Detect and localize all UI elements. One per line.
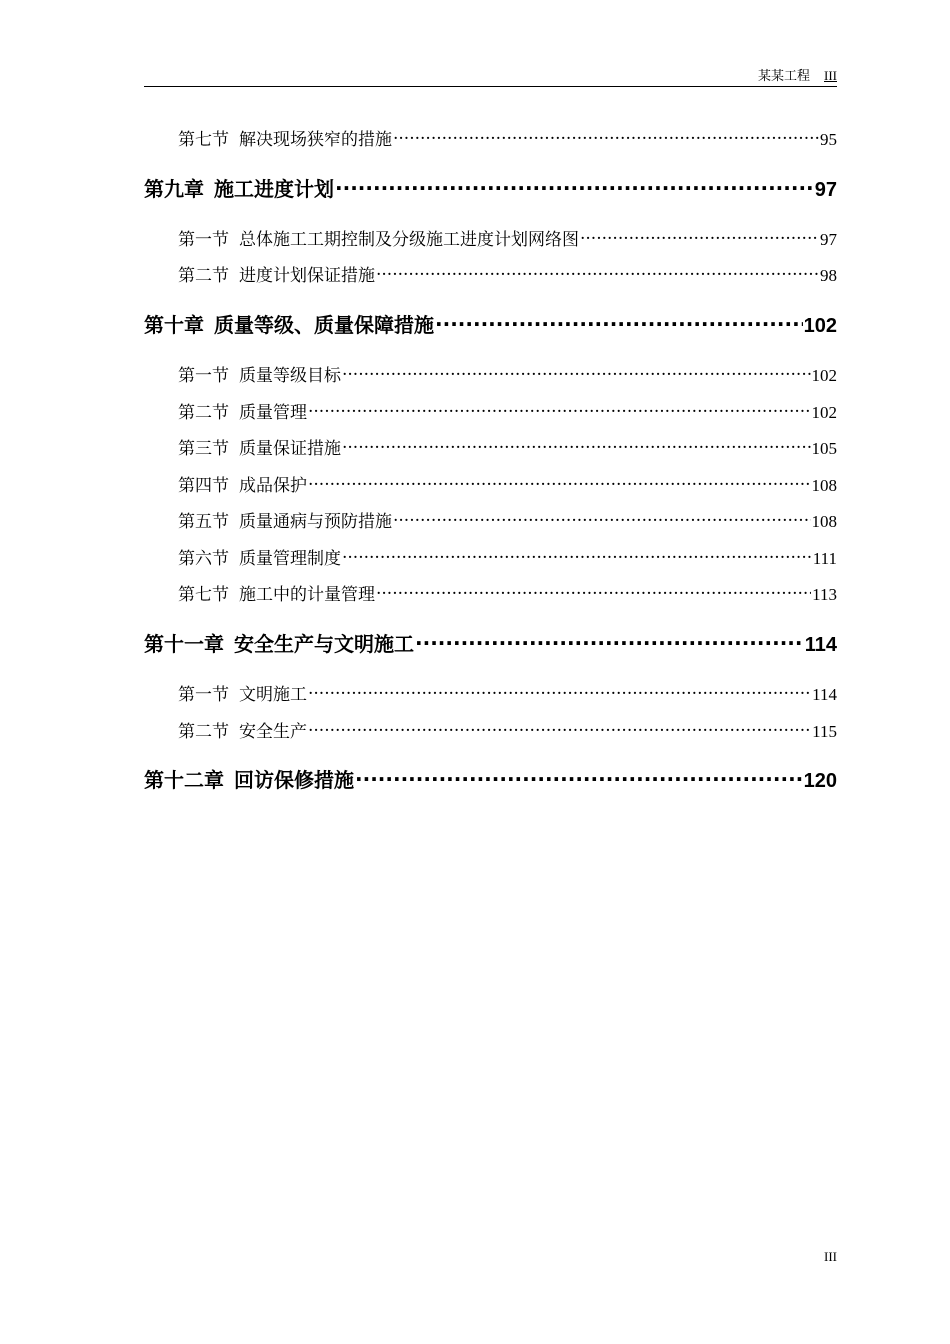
toc-entry-label: 第三节 bbox=[178, 439, 229, 459]
toc-entry-title: 安全生产与文明施工 bbox=[234, 632, 414, 656]
leader-dots bbox=[415, 631, 804, 651]
running-header bbox=[144, 68, 837, 85]
toc-entry-page: 114 bbox=[804, 634, 837, 656]
leader-dots bbox=[342, 437, 811, 454]
toc-section-entry[interactable] bbox=[178, 717, 837, 741]
toc-chapter-entry[interactable] bbox=[144, 173, 837, 201]
leader-dots bbox=[342, 547, 812, 564]
header-page-number: III bbox=[824, 68, 837, 83]
toc-entry-title: 质量管理制度 bbox=[239, 549, 341, 569]
toc-section-entry[interactable] bbox=[178, 225, 837, 249]
toc-section-entry[interactable] bbox=[178, 471, 837, 495]
toc-entry-label: 第二节 bbox=[178, 266, 229, 286]
toc-entry-page: 108 bbox=[811, 476, 837, 495]
toc-entry-title: 安全生产 bbox=[239, 722, 307, 742]
leader-dots bbox=[308, 720, 811, 737]
leader-dots bbox=[376, 583, 811, 600]
toc-entry-page: 102 bbox=[811, 403, 837, 422]
toc-entry-title: 质量管理 bbox=[239, 403, 307, 423]
toc-entry-page: 105 bbox=[811, 439, 837, 458]
leader-dots bbox=[355, 767, 803, 787]
toc-entry-title: 解决现场狭窄的措施 bbox=[239, 130, 392, 150]
toc-entry-page: 120 bbox=[803, 770, 837, 792]
toc-entry-title: 质量保证措施 bbox=[239, 439, 341, 459]
footer-page-number: III bbox=[824, 1249, 837, 1264]
toc-chapter-entry[interactable] bbox=[144, 628, 837, 656]
toc-entry-page: 113 bbox=[812, 585, 837, 604]
toc-section-entry[interactable] bbox=[178, 507, 837, 531]
toc-entry-page: 102 bbox=[811, 366, 837, 385]
toc-entry-page: 95 bbox=[820, 130, 837, 149]
toc-entry-label: 第九章 bbox=[144, 177, 204, 201]
toc-entry-label: 第四节 bbox=[178, 476, 229, 496]
toc-section-entry[interactable] bbox=[178, 544, 837, 568]
toc-entry-label: 第一节 bbox=[178, 685, 229, 705]
toc-entry-page: 102 bbox=[803, 315, 837, 337]
toc-entry-title: 成品保护 bbox=[239, 476, 307, 496]
toc-chapter-entry[interactable] bbox=[144, 309, 837, 337]
toc-entry-label: 第七节 bbox=[178, 130, 229, 150]
toc-entry-label: 第五节 bbox=[178, 512, 229, 532]
toc-chapter-entry[interactable] bbox=[144, 764, 837, 792]
toc-section-entry[interactable] bbox=[178, 398, 837, 422]
toc-entry-page: 108 bbox=[811, 512, 837, 531]
leader-dots bbox=[393, 510, 811, 527]
toc-section-entry[interactable] bbox=[178, 361, 837, 385]
toc-entry-label: 第一节 bbox=[178, 230, 229, 250]
toc-entry-page: 98 bbox=[820, 266, 837, 285]
header-rule bbox=[144, 86, 837, 87]
toc-entry-label: 第十一章 bbox=[144, 632, 224, 656]
leader-dots bbox=[308, 401, 811, 418]
toc-entry-title: 质量等级目标 bbox=[239, 366, 341, 386]
toc-entry-title: 质量通病与预防措施 bbox=[239, 512, 392, 532]
toc-entry-title: 施工进度计划 bbox=[214, 177, 334, 201]
toc-entry-title: 总体施工工期控制及分级施工进度计划网络图 bbox=[239, 230, 579, 250]
leader-dots bbox=[335, 176, 814, 196]
toc-entry-label: 第二节 bbox=[178, 722, 229, 742]
toc-section-entry[interactable] bbox=[178, 125, 837, 149]
toc-entry-page: 97 bbox=[814, 179, 837, 201]
toc-entry-label: 第二节 bbox=[178, 403, 229, 423]
toc-entry-label: 第十二章 bbox=[144, 768, 224, 792]
leader-dots bbox=[376, 264, 819, 281]
leader-dots bbox=[393, 128, 819, 145]
leader-dots bbox=[342, 364, 811, 381]
toc-entry-label: 第十章 bbox=[144, 313, 204, 337]
toc-entry-page: 115 bbox=[812, 722, 837, 741]
toc-entry-label: 第一节 bbox=[178, 366, 229, 386]
leader-dots bbox=[580, 228, 819, 245]
toc-entry-label: 第六节 bbox=[178, 549, 229, 569]
toc-section-entry[interactable] bbox=[178, 680, 837, 704]
toc-entry-title: 质量等级、质量保障措施 bbox=[214, 313, 434, 337]
toc-entry-title: 进度计划保证措施 bbox=[239, 266, 375, 286]
toc-section-entry[interactable] bbox=[178, 434, 837, 458]
leader-dots bbox=[308, 474, 811, 491]
header-title: 某某工程 bbox=[757, 69, 810, 84]
leader-dots bbox=[435, 312, 803, 332]
toc-entry-title: 施工中的计量管理 bbox=[239, 585, 375, 605]
toc-entry-page: 114 bbox=[812, 685, 837, 704]
toc-entry-title: 文明施工 bbox=[239, 685, 307, 705]
toc-entry-label: 第七节 bbox=[178, 585, 229, 605]
toc-entry-page: 97 bbox=[820, 230, 837, 249]
toc-entry-title: 回访保修措施 bbox=[234, 768, 354, 792]
toc-entry-page: 111 bbox=[812, 549, 837, 568]
toc-section-entry[interactable] bbox=[178, 580, 837, 604]
leader-dots bbox=[308, 683, 811, 700]
toc-section-entry[interactable] bbox=[178, 261, 837, 285]
